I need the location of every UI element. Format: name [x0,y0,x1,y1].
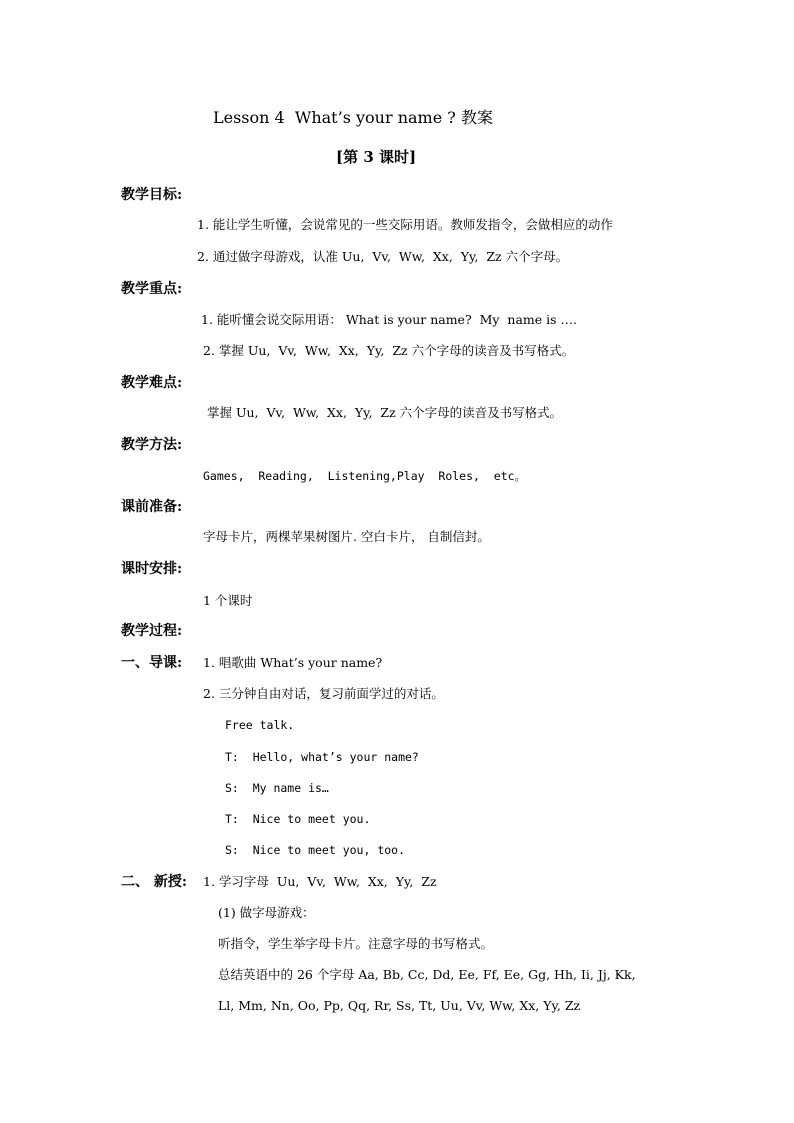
process-heading: 教学过程: [121,623,183,639]
objectives-item-1: 1. 能让学生听懂，会说常见的一些交际用语。教师发指令，会做相应的动作 [197,217,613,232]
dialogue-line: S: My name is… [225,781,329,795]
lesson-subtitle: [第 3 课时] [336,148,417,166]
lesson-title: Lesson 4 What’s your name ? 教案 [213,108,493,127]
methods-heading: 教学方法: [121,437,183,453]
key-points-item-1: 1. 能听懂会说交际用语： What is your name? My name is …. [201,312,577,327]
preparation-heading: 课前准备: [121,499,183,515]
intro-item-1: 1. 唱歌曲 What’s your name? [203,655,383,670]
new-item-1a: (1) 做字母游戏： [218,905,315,920]
dialogue-line: T: Hello, what’s your name? [225,750,419,764]
difficulties-item-1: 掌握 Uu, Vv, Ww, Xx, Yy, Zz 六个字母的读音及书写格式。 [207,405,563,420]
new-item-1b: 听指令，学生举字母卡片。注意字母的书写格式。 [218,936,494,951]
key-points-heading: 教学重点: [121,281,183,297]
methods-item-1: Games, Reading, Listening,Play Roles, etc。 [203,469,527,483]
schedule-item-1: 1 个课时 [203,593,253,608]
new-item-1d: Ll, Mm, Nn, Oo, Pp, Qq, Rr, Ss, Tt, Uu, Vv, Ww, Xx, Yy, Zz [218,998,581,1013]
intro-item-2: 2. 三分钟自由对话，复习前面学过的对话。 [203,686,444,701]
objectives-heading: 教学目标: [121,187,183,203]
dialogue-line: T: Nice to meet you. [225,812,371,826]
new-item-1: 1. 学习字母 Uu, Vv, Ww, Xx, Yy, Zz [203,874,437,889]
key-points-item-2: 2. 掌握 Uu, Vv, Ww, Xx, Yy, Zz 六个字母的读音及书写格式。 [203,343,575,358]
schedule-heading: 课时安排: [121,561,183,577]
objectives-item-2: 2. 通过做字母游戏，认准 Uu, Vv, Ww, Xx, Yy, Zz 六个字母。 [197,249,569,264]
intro-label: 一、导课: [121,655,183,671]
preparation-item-1: 字母卡片，两棵苹果树图片. 空白卡片， 自制信封。 [203,529,490,544]
difficulties-heading: 教学难点: [121,375,183,391]
new-lesson-label: 二、 新授: [121,874,188,890]
new-item-1c: 总结英语中的 26 个字母 Aa, Bb, Cc, Dd, Ee, Ff, Ee, Gg, Hh, Ii, Jj, Kk, [218,967,636,982]
dialogue-line: S: Nice to meet you, too. [225,843,406,857]
free-talk: Free talk. [225,718,295,732]
